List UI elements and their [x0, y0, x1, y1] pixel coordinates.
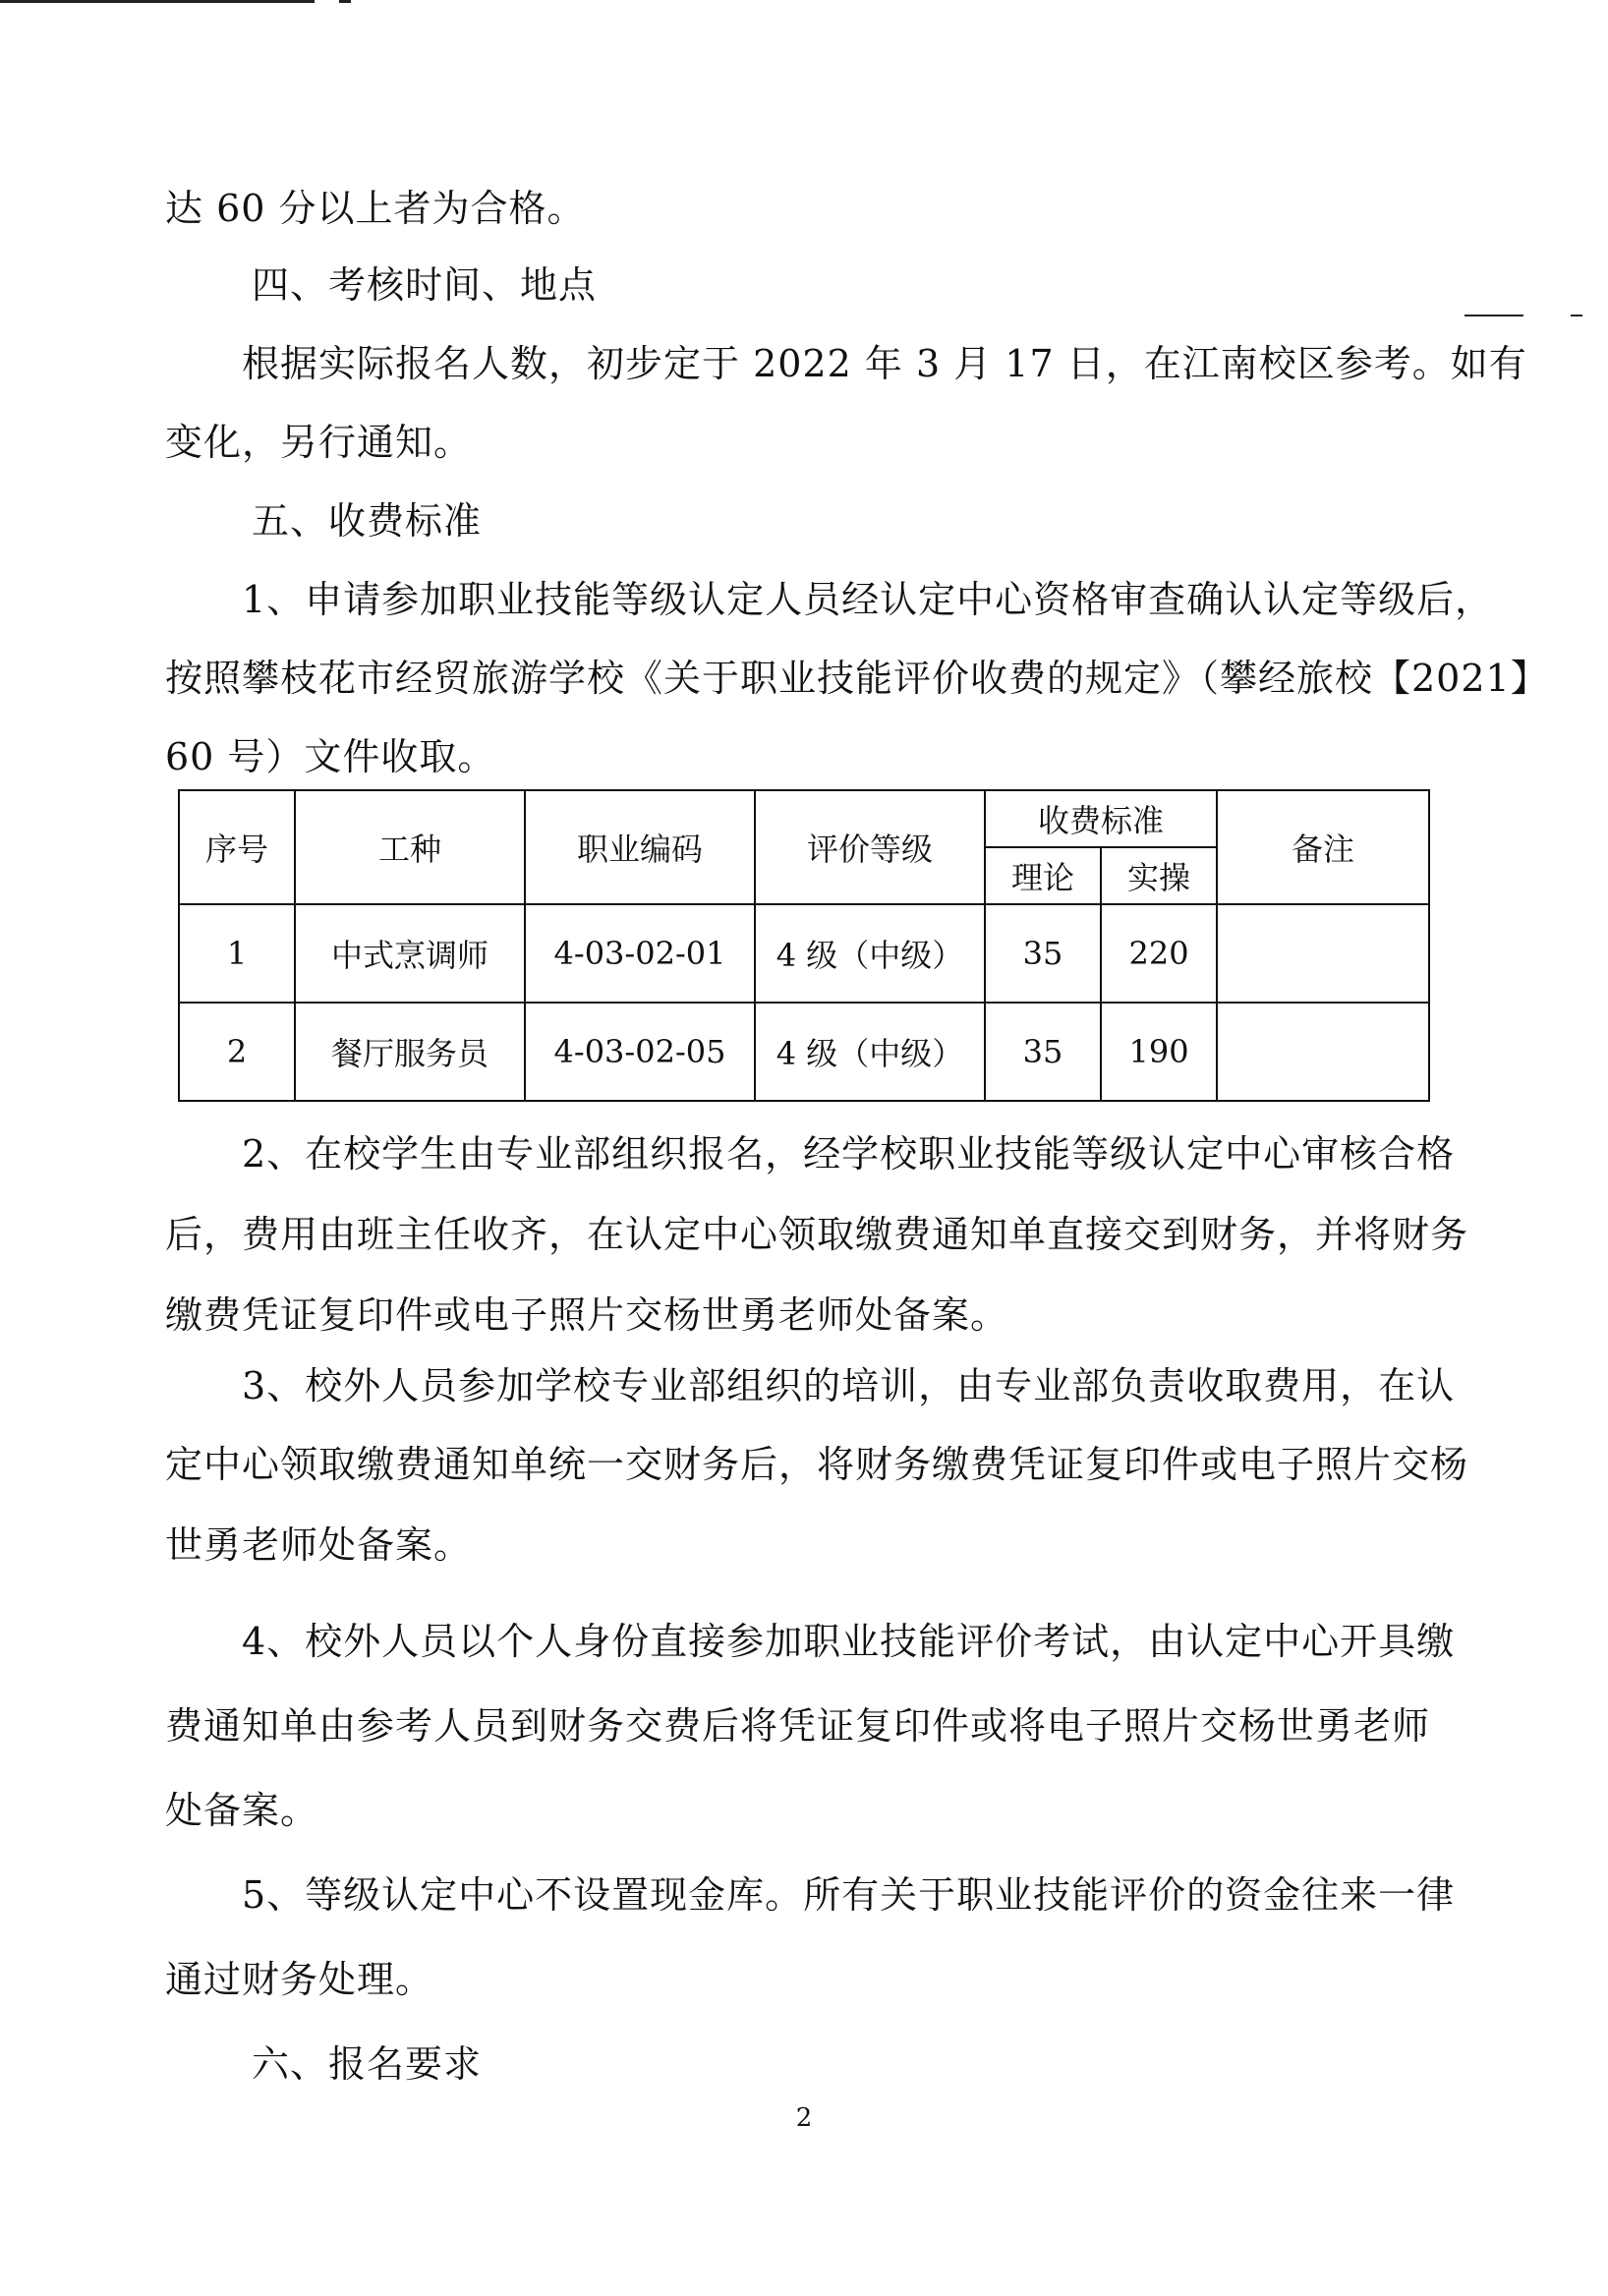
paragraph-line: 定中心领取缴费通知单统一交财务后，将财务缴费凭证复印件或电子照片交杨 — [165, 1443, 1469, 1486]
paragraph-line: 世勇老师处备案。 — [165, 1523, 473, 1567]
table-row — [179, 904, 1429, 1003]
cell-theory: 35 — [985, 1003, 1101, 1101]
paragraph-line: 4、校外人员以个人身份直接参加职业技能评价考试，由认定中心开具缴 — [242, 1620, 1456, 1663]
cell-seq: 2 — [179, 1003, 295, 1101]
paragraph-line: 按照攀枝花市经贸旅游学校《关于职业技能评价收费的规定》（攀经旅校【2021】 — [165, 657, 1549, 700]
page-number: 2 — [795, 2103, 813, 2133]
header-seq: 序号 — [179, 790, 295, 904]
header-fee: 收费标准 — [985, 790, 1217, 847]
table-header-row — [179, 790, 1429, 847]
section-heading-fees: 五、收费标准 — [252, 499, 483, 543]
section-heading-exam-time: 四、考核时间、地点 — [252, 263, 598, 307]
table-row — [179, 1003, 1429, 1101]
scan-mark — [0, 0, 315, 3]
paragraph-line: 费通知单由参考人员到财务交费后将凭证复印件或将电子照片交杨世勇老师 — [165, 1704, 1431, 1748]
paragraph-line: 1、申请参加职业技能等级认定人员经认定中心资格审查确认认定等级后， — [242, 578, 1494, 621]
cell-level: 4 级（中级） — [755, 904, 985, 1003]
cell-seq: 1 — [179, 904, 295, 1003]
fee-table — [178, 789, 1430, 1102]
paragraph-line: 3、校外人员参加学校专业部组织的培训，由专业部负责收取费用，在认 — [242, 1364, 1456, 1407]
paragraph-line: 通过财务处理。 — [165, 1958, 434, 2001]
header-remark: 备注 — [1217, 790, 1429, 904]
header-code: 职业编码 — [525, 790, 755, 904]
paragraph-line: 2、在校学生由专业部组织报名，经学校职业技能等级认定中心审核合格 — [242, 1132, 1456, 1176]
cell-level: 4 级（中级） — [755, 1003, 985, 1101]
paragraph-line: 根据实际报名人数，初步定于 2022 年 3 月 17 日，在江南校区参考。如有 — [242, 342, 1527, 385]
cell-practice: 190 — [1101, 1003, 1217, 1101]
header-theory: 理论 — [985, 847, 1101, 904]
paragraph-line: 60 号）文件收取。 — [165, 735, 496, 778]
cell-trade: 餐厅服务员 — [295, 1003, 525, 1101]
cell-practice: 220 — [1101, 904, 1217, 1003]
paragraph-line: 变化，另行通知。 — [165, 421, 473, 464]
scan-mark — [1464, 315, 1523, 316]
paragraph-line: 后，费用由班主任收齐，在认定中心领取缴费通知单直接交到财务，并将财务 — [165, 1213, 1469, 1256]
paragraph-line: 5、等级认定中心不设置现金库。所有关于职业技能评价的资金往来一律 — [242, 1873, 1456, 1917]
paragraph-line: 达 60 分以上者为合格。 — [165, 187, 586, 230]
paragraph-line: 处备案。 — [165, 1789, 319, 1832]
scan-mark — [1571, 315, 1582, 316]
cell-trade: 中式烹调师 — [295, 904, 525, 1003]
section-heading-registration: 六、报名要求 — [252, 2042, 483, 2086]
header-practice: 实操 — [1101, 847, 1217, 904]
cell-code: 4-03-02-05 — [525, 1003, 755, 1101]
cell-remark — [1217, 904, 1429, 1003]
cell-code: 4-03-02-01 — [525, 904, 755, 1003]
header-level: 评价等级 — [755, 790, 985, 904]
scan-mark — [339, 0, 351, 3]
cell-remark — [1217, 1003, 1429, 1101]
header-trade: 工种 — [295, 790, 525, 904]
cell-theory: 35 — [985, 904, 1101, 1003]
paragraph-line: 缴费凭证复印件或电子照片交杨世勇老师处备案。 — [165, 1293, 1009, 1337]
